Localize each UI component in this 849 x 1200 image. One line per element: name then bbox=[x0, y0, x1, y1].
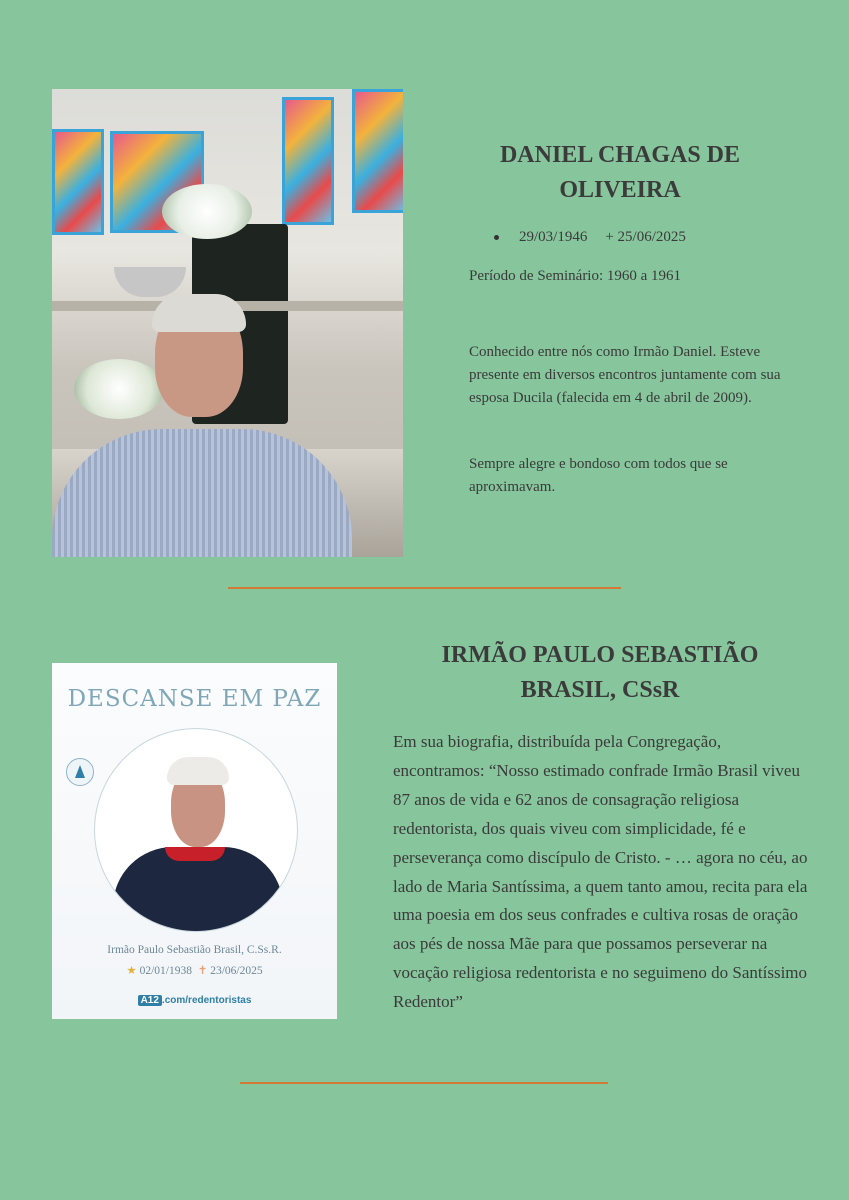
person2-bio: Em sua biografia, distribuída pela Congregação, encontramos: “Nosso estimado confrade Irmão Brasil viveu 87 anos de vida e 62 anos de consagração religiosa redentorista, dos quais viveu com simplicidade, fé e perseverança como discípulo de Cristo. - … agora no céu, ao lado de Maria Santíssima, a quem tanto amou, recita para ela uma poesia em dos seus confrades e cultiva rosas de oração aos pés de nossa Mãe para que possamos perseverar na vocação religiosa redentorista e no seguimeno do Santíssimo Redentor” bbox=[393, 732, 808, 1012]
stained-glass-window bbox=[52, 129, 104, 235]
memorial-card-website bbox=[52, 995, 337, 1006]
memorial-card-caption-name: Irmão Paulo Sebastião Brasil, C.Ss.R. bbox=[107, 944, 282, 956]
memorial-card-site-path: .com/redentoristas bbox=[161, 995, 252, 1006]
memorial-card-heading: DESCANSE EM PAZ bbox=[67, 686, 322, 712]
person1-period: Período de Seminário: 1960 a 1961 bbox=[469, 268, 682, 284]
person2-name: IRMÃO PAULO SEBASTIÃO BRASIL, CSsR bbox=[441, 642, 759, 703]
portrait-photo-paulo bbox=[94, 728, 298, 932]
flower-arrangement bbox=[162, 184, 252, 239]
section-divider bbox=[240, 1082, 608, 1084]
person1-name: DANIEL CHAGAS DE OLIVEIRA bbox=[499, 142, 741, 203]
memorial-card-dates bbox=[52, 963, 337, 977]
shirt-collar bbox=[165, 847, 225, 861]
person1-paragraph2: Sempre alegre e bondoso com todos que se aproximavam. bbox=[469, 456, 728, 495]
person1-paragraph1: Conhecido entre nós como Irmão Daniel. Esteve presente em diversos encontros juntamente com sua esposa Ducila (falecida em 4 de abril de 2009). bbox=[469, 344, 781, 406]
portrait-photo-daniel bbox=[52, 89, 403, 557]
person1-dates bbox=[494, 229, 686, 246]
bullet-icon bbox=[494, 235, 499, 240]
stained-glass-window bbox=[282, 97, 334, 225]
memorial-card-death: 23/06/2025 bbox=[210, 965, 263, 977]
star-icon: ★ bbox=[126, 965, 137, 977]
flower-bouquet bbox=[74, 359, 164, 419]
person-hair bbox=[152, 294, 246, 332]
person-hair bbox=[167, 757, 229, 785]
cross-icon: ✝ bbox=[197, 965, 208, 977]
person1-death: + 25/06/2025 bbox=[605, 229, 686, 245]
section-divider bbox=[228, 587, 621, 589]
a12-logo-badge: A12 bbox=[138, 995, 162, 1006]
stained-glass-window bbox=[352, 89, 403, 213]
redentoristas-emblem-icon bbox=[66, 758, 94, 786]
altar-bowl bbox=[114, 267, 186, 297]
memorial-card bbox=[52, 663, 337, 1019]
memorial-card-birth: 02/01/1938 bbox=[139, 965, 192, 977]
person1-birth: 29/03/1946 bbox=[519, 229, 588, 245]
